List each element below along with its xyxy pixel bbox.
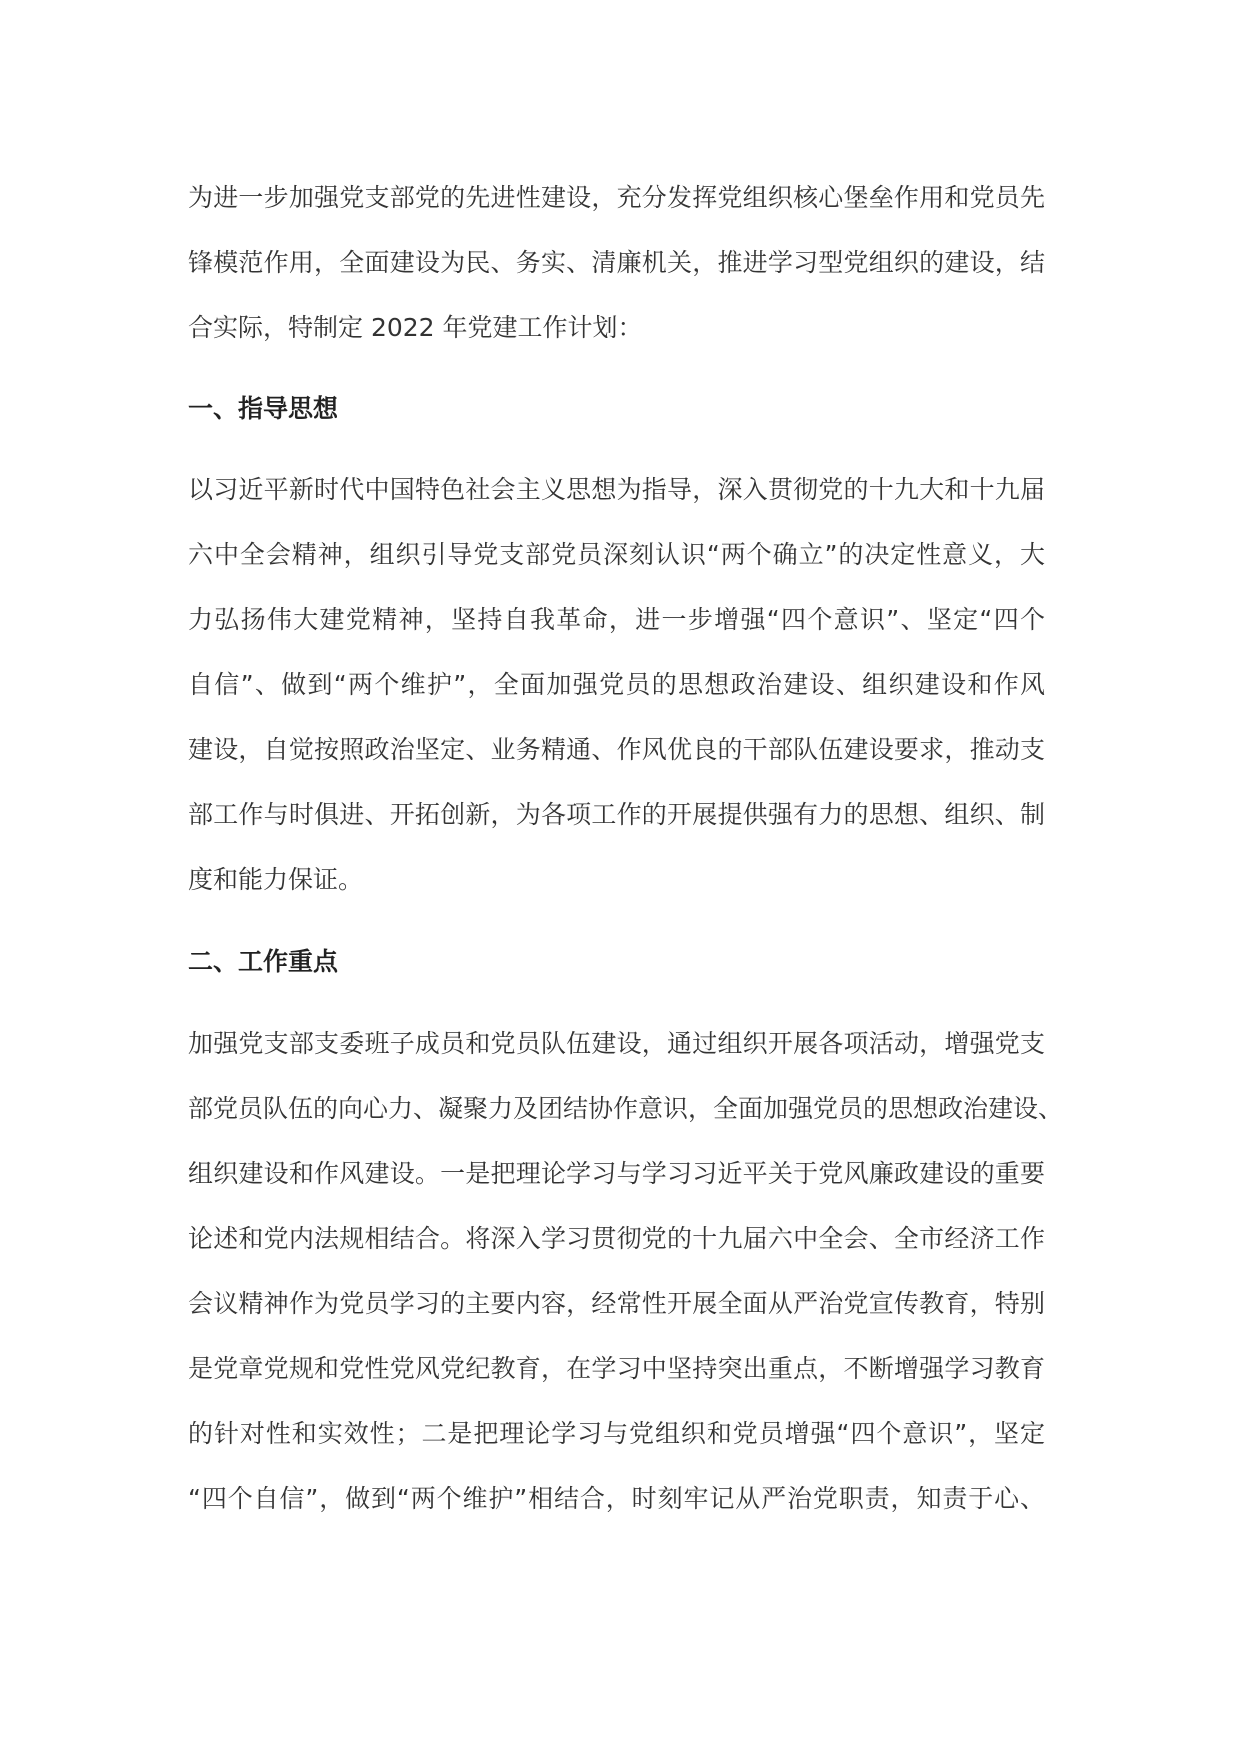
text-line: 六中全会精神，组织引导党支部党员深刻认识“两个确立”的决定性意义，大 [188, 540, 1045, 569]
text-line: 是党章党规和党性党风党纪教育，在学习中坚持突出重点，不断增强学习教育 [188, 1354, 1045, 1383]
text-line: 论述和党内法规相结合。将深入学习贯彻党的十九届六中全会、全市经济工作 [188, 1224, 1045, 1253]
text-line: 部党员队伍的向心力、凝聚力及团结协作意识，全面加强党员的思想政治建设、 [188, 1094, 1064, 1123]
section-heading-work-focus: 二、工作重点 [188, 947, 339, 976]
text-line: 组织建设和作风建设。一是把理论学习与学习习近平关于党风廉政建设的重要 [188, 1159, 1045, 1188]
guiding-ideology-paragraph [188, 457, 1045, 912]
text-line: 建设，自觉按照政治坚定、业务精通、作风优良的干部队伍建设要求，推动支 [188, 735, 1045, 764]
text-line: “四个自信”，做到“两个维护”相结合，时刻牢记从严治党职责，知责于心、 [188, 1484, 1045, 1513]
text-line: 加强党支部支委班子成员和党员队伍建设，通过组织开展各项活动，增强党支 [188, 1029, 1045, 1058]
section-heading-guiding-ideology: 一、指导思想 [188, 394, 339, 423]
text-line: 的针对性和实效性；二是把理论学习与党组织和党员增强“四个意识”，坚定 [188, 1419, 1045, 1448]
text-line: 会议精神作为党员学习的主要内容，经常性开展全面从严治党宣传教育，特别 [188, 1289, 1045, 1318]
text-line: 合实际，特制定 2022 年党建工作计划： [188, 313, 643, 342]
text-line: 为进一步加强党支部党的先进性建设，充分发挥党组织核心堡垒作用和党员先 [188, 183, 1045, 212]
work-focus-paragraph [188, 1011, 1064, 1531]
intro-paragraph [188, 165, 1045, 360]
text-line: 以习近平新时代中国特色社会主义思想为指导，深入贯彻党的十九大和十九届 [188, 475, 1045, 504]
text-line: 力弘扬伟大建党精神，坚持自我革命，进一步增强“四个意识”、坚定“四个 [188, 605, 1045, 634]
text-line: 自信”、做到“两个维护”，全面加强党员的思想政治建设、组织建设和作风 [188, 670, 1045, 699]
text-line: 度和能力保证。 [188, 865, 364, 894]
text-line: 锋模范作用，全面建设为民、务实、清廉机关，推进学习型党组织的建设，结 [188, 248, 1045, 277]
text-line: 部工作与时俱进、开拓创新，为各项工作的开展提供强有力的思想、组织、制 [188, 800, 1045, 829]
